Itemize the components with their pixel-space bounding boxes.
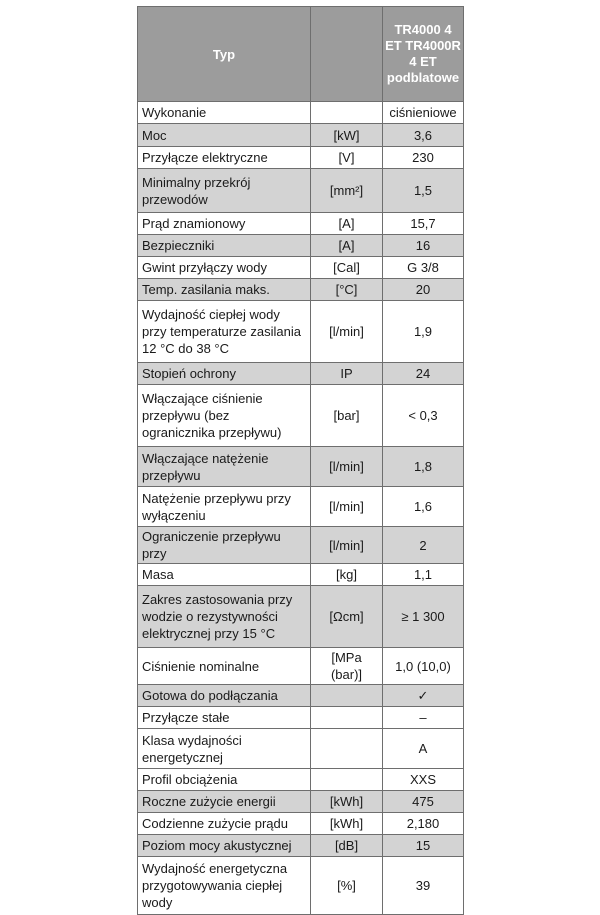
row-name: Temp. zasilania maks. <box>138 279 311 301</box>
row-value: 230 <box>383 147 464 169</box>
row-name: Masa <box>138 564 311 586</box>
row-unit: [V] <box>311 147 383 169</box>
row-name: Profil obciążenia <box>138 769 311 791</box>
row-name: Prąd znamionowy <box>138 213 311 235</box>
row-unit: [A] <box>311 213 383 235</box>
row-value: 1,9 <box>383 301 464 363</box>
row-name: Bezpieczniki <box>138 235 311 257</box>
table-row <box>138 564 464 586</box>
row-value: ciśnieniowe <box>383 102 464 124</box>
table-row <box>138 685 464 707</box>
table-row <box>138 835 464 857</box>
row-value: 1,8 <box>383 447 464 487</box>
row-unit: [MPa (bar)] <box>311 648 383 685</box>
row-name: Natężenie przepływu przy wyłączeniu <box>138 487 311 527</box>
spec-table <box>137 6 464 915</box>
row-unit: [kg] <box>311 564 383 586</box>
row-value: 1,1 <box>383 564 464 586</box>
row-unit: [kW] <box>311 124 383 147</box>
table-row <box>138 857 464 915</box>
header-param: Typ <box>138 7 311 102</box>
row-unit: [bar] <box>311 385 383 447</box>
row-unit: [mm²] <box>311 169 383 213</box>
row-name: Włączające natężenie przepływu <box>138 447 311 487</box>
row-name: Minimalny przekrój przewodów <box>138 169 311 213</box>
row-name: Zakres zastosowania przy wodzie o rezystywności elektrycznej przy 15 °C <box>138 586 311 648</box>
table-row <box>138 707 464 729</box>
table-row <box>138 235 464 257</box>
row-value: 24 <box>383 363 464 385</box>
table-row <box>138 301 464 363</box>
row-name: Codzienne zużycie prądu <box>138 813 311 835</box>
table-row <box>138 124 464 147</box>
row-value: 39 <box>383 857 464 915</box>
header-unit <box>311 7 383 102</box>
row-unit <box>311 102 383 124</box>
row-name: Przyłącze stałe <box>138 707 311 729</box>
table-row <box>138 527 464 564</box>
row-unit <box>311 685 383 707</box>
row-name: Wykonanie <box>138 102 311 124</box>
row-name: Roczne zużycie energii <box>138 791 311 813</box>
row-unit <box>311 707 383 729</box>
row-unit: [l/min] <box>311 527 383 564</box>
row-unit: [kWh] <box>311 813 383 835</box>
row-unit: [°C] <box>311 279 383 301</box>
row-value: XXS <box>383 769 464 791</box>
row-name: Ograniczenie przepływu przy <box>138 527 311 564</box>
table-header-row <box>138 7 464 102</box>
row-value: 3,6 <box>383 124 464 147</box>
table-row <box>138 257 464 279</box>
row-value: 475 <box>383 791 464 813</box>
row-unit: [l/min] <box>311 301 383 363</box>
row-unit: [Cal] <box>311 257 383 279</box>
row-name: Wydajność energetyczna przygotowywania ciepłej wody <box>138 857 311 915</box>
row-name: Poziom mocy akustycznej <box>138 835 311 857</box>
table-row <box>138 213 464 235</box>
row-value: 2 <box>383 527 464 564</box>
row-name: Włączające ciśnienie przepływu (bez ogranicznika przepływu) <box>138 385 311 447</box>
row-name: Gotowa do podłączania <box>138 685 311 707</box>
table-row <box>138 813 464 835</box>
table-row <box>138 586 464 648</box>
row-unit: [l/min] <box>311 447 383 487</box>
table-row <box>138 487 464 527</box>
row-unit: [kWh] <box>311 791 383 813</box>
row-name: Stopień ochrony <box>138 363 311 385</box>
row-value: G 3/8 <box>383 257 464 279</box>
row-value: < 0,3 <box>383 385 464 447</box>
table-row <box>138 279 464 301</box>
row-value: 16 <box>383 235 464 257</box>
table-row <box>138 102 464 124</box>
row-unit: [Ωcm] <box>311 586 383 648</box>
row-unit: [l/min] <box>311 487 383 527</box>
row-name: Klasa wydajności energetycznej <box>138 729 311 769</box>
table-row <box>138 729 464 769</box>
table-row <box>138 648 464 685</box>
row-name: Gwint przyłączy wody <box>138 257 311 279</box>
row-value: 2,180 <box>383 813 464 835</box>
row-value: ✓ <box>383 685 464 707</box>
table-row <box>138 147 464 169</box>
header-model: TR4000 4 ET TR4000R 4 ET podblatowe <box>383 7 464 102</box>
row-name: Przyłącze elektryczne <box>138 147 311 169</box>
row-unit: [dB] <box>311 835 383 857</box>
table-row <box>138 363 464 385</box>
row-value: 15 <box>383 835 464 857</box>
row-value: 1,6 <box>383 487 464 527</box>
row-value: ≥ 1 300 <box>383 586 464 648</box>
spec-table-body <box>138 102 464 915</box>
row-name: Wydajność ciepłej wody przy temperaturze zasilania 12 °C do 38 °C <box>138 301 311 363</box>
table-row <box>138 769 464 791</box>
row-unit: [A] <box>311 235 383 257</box>
row-name: Moc <box>138 124 311 147</box>
row-value: 1,0 (10,0) <box>383 648 464 685</box>
row-value: 1,5 <box>383 169 464 213</box>
row-unit <box>311 769 383 791</box>
row-value: A <box>383 729 464 769</box>
row-value: 20 <box>383 279 464 301</box>
row-name: Ciśnienie nominalne <box>138 648 311 685</box>
row-unit <box>311 729 383 769</box>
row-value: 15,7 <box>383 213 464 235</box>
table-row <box>138 169 464 213</box>
table-row <box>138 791 464 813</box>
row-value: – <box>383 707 464 729</box>
table-row <box>138 385 464 447</box>
table-row <box>138 447 464 487</box>
row-unit: IP <box>311 363 383 385</box>
row-unit: [%] <box>311 857 383 915</box>
